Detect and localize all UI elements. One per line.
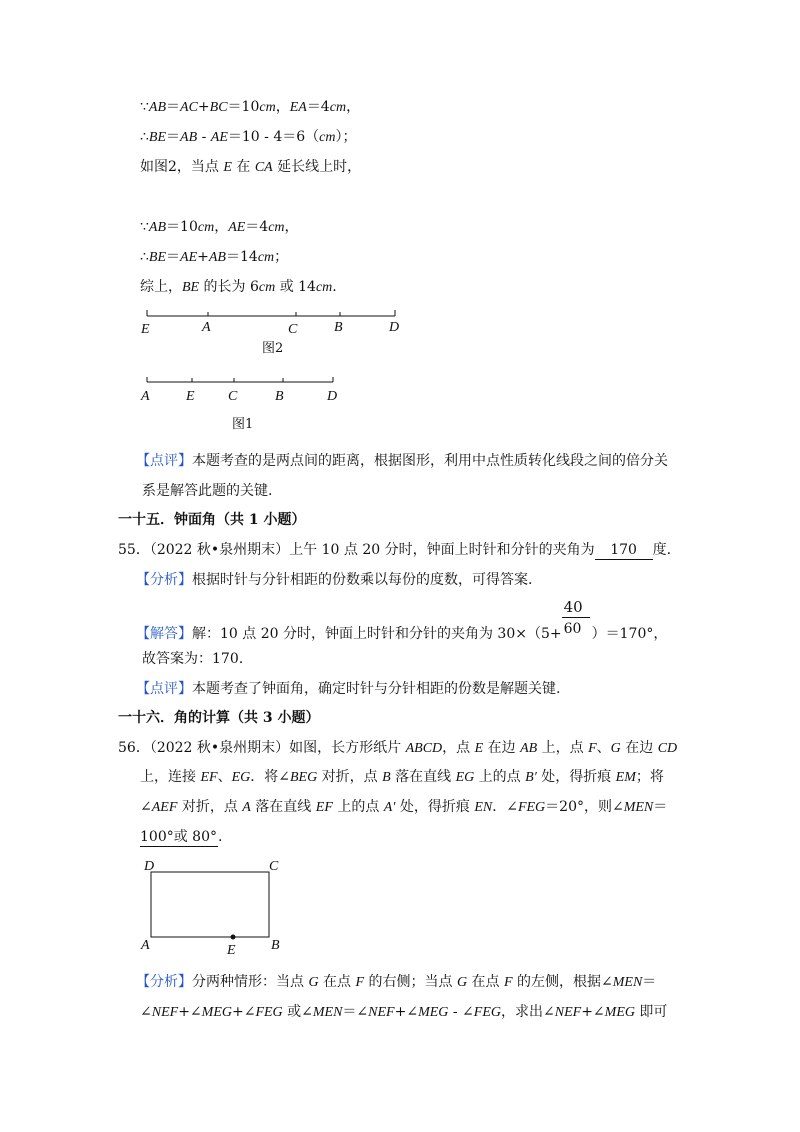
unit-cm: cm	[319, 130, 336, 145]
q56-answer-line	[140, 828, 222, 847]
text: +∠	[581, 1004, 605, 1020]
segment-ab: AB	[180, 130, 198, 145]
point-g: G	[610, 741, 621, 756]
text: 上，点	[537, 740, 589, 756]
point-f: F	[588, 741, 597, 756]
label-a: A	[141, 389, 150, 404]
period: .	[218, 829, 223, 845]
unit-cm: cm	[259, 100, 276, 115]
fraction-40-60	[562, 598, 592, 638]
q56-analysis-line-1	[136, 973, 656, 992]
angle-nef: NEF	[554, 1005, 582, 1020]
label-d: D	[389, 320, 400, 335]
proof-conclusion	[140, 278, 337, 297]
text: 的右侧；当点	[364, 974, 457, 990]
comment-tag: 【点评】	[136, 453, 192, 469]
rectangle-figure	[136, 852, 296, 962]
angle-beg: BEG	[289, 770, 318, 785]
solution-text: 解：10 点 20 分时，钟面上时针和分针的夹角为 30×（5+	[192, 626, 562, 642]
equals-sign: ＝	[166, 129, 181, 145]
point-b: B	[382, 770, 391, 785]
unit-cm: cm	[197, 220, 215, 235]
side-cd: CD	[657, 741, 678, 756]
equals-sign: ＝	[166, 249, 181, 265]
angle-meg: MEG	[418, 1005, 449, 1020]
text: 上的点	[474, 769, 526, 785]
label-c: C	[288, 322, 298, 337]
comma: ，	[346, 99, 361, 115]
section-15-title: 一十五．钟面角（共 1 小题）	[118, 512, 306, 528]
text: 如图2，当点	[140, 159, 224, 175]
text: 即可	[634, 1004, 668, 1020]
label-d: D	[144, 859, 155, 874]
angle-meg: MEG	[201, 1005, 232, 1020]
therefore-symbol: ∴	[140, 129, 149, 145]
equals-sign: ＝	[166, 99, 181, 115]
rectangle-abcd	[151, 872, 269, 937]
semicolon: ；	[274, 249, 289, 265]
crease-em: EM	[615, 770, 636, 785]
text: ．将∠	[250, 769, 290, 785]
point-b-prime: B′	[525, 770, 537, 785]
value-10: ＝10	[227, 99, 260, 115]
solution-tag: 【解答】	[136, 626, 192, 642]
text: 落在直线	[390, 769, 456, 785]
line-eg: EG	[455, 770, 475, 785]
label-c: C	[228, 389, 238, 404]
unit-cm: cm	[268, 220, 285, 235]
point-g: G	[456, 975, 468, 990]
text: 延长线上时，	[272, 159, 362, 175]
segment-ac: AC	[180, 100, 198, 115]
q56-line-3	[140, 798, 667, 817]
comment-1-line-1	[136, 452, 668, 470]
text: 对折，点	[317, 769, 383, 785]
point-e: E	[474, 741, 484, 756]
segment-bc: BC	[209, 100, 228, 115]
point-e-dot	[231, 935, 236, 940]
angle-feg: FEG	[473, 1005, 501, 1020]
q55-stem-text: 55．（2022 秋•泉州期末）上午 10 点 20 分时，钟面上时针和分针的夹角为	[118, 542, 595, 558]
fraction-denominator: 60	[563, 621, 582, 637]
closing: ）；	[335, 129, 357, 145]
q56-line-2	[140, 768, 664, 787]
comment-text: 本题考查的是两点间的距离，根据图形，利用中点性质转化线段之间的倍分关	[192, 453, 668, 469]
q56-answer-blank: 100°或 80°	[140, 829, 217, 845]
angle-nef: NEF	[368, 1005, 395, 1020]
segment-be: BE	[148, 250, 167, 265]
fraction-bar	[562, 617, 590, 618]
label-b: B	[271, 938, 280, 953]
text: ＝	[642, 974, 657, 990]
label-a: A	[141, 938, 150, 953]
segment-be: BE	[148, 130, 167, 145]
side-ab: AB	[520, 741, 538, 756]
text: 对折，点	[177, 799, 243, 815]
text: ，求出∠	[501, 1004, 555, 1020]
point-a: A	[242, 800, 251, 815]
text: 的左侧，根据∠	[512, 974, 613, 990]
text: +∠	[231, 1004, 256, 1020]
proof-line-5	[140, 248, 288, 267]
segment-be: BE	[182, 280, 200, 295]
q56-line-1	[118, 739, 677, 758]
comma: ，	[275, 99, 290, 115]
value-4: ＝4	[306, 99, 330, 115]
proof-line-2	[140, 128, 356, 147]
analysis-text: 根据时针与分针相距的份数乘以每份的度数，可得答案.	[192, 572, 533, 588]
angle-men: MEN	[623, 800, 654, 815]
crease-en: EN	[474, 800, 493, 815]
text: ，点	[442, 740, 475, 756]
comment-text: 本题考查了钟面角，确定时针与分针相距的份数是解题关键.	[192, 681, 561, 697]
unit-cm: cm	[258, 280, 276, 295]
text: 、	[596, 740, 611, 756]
q55-solution	[136, 598, 668, 643]
figure-1-caption: 图1	[232, 417, 254, 432]
angle-feg: FEG	[255, 1005, 283, 1020]
point-a-prime: A′	[383, 800, 396, 815]
angle-meg: MEG	[604, 1005, 635, 1020]
text: 处，得折痕	[395, 799, 475, 815]
segment-ea: EA	[289, 100, 307, 115]
unit-cm: cm	[257, 250, 275, 265]
minus-sign: -	[197, 129, 211, 145]
section-16-title: 一十六．角的计算（共 3 小题）	[118, 710, 320, 726]
label-e: E	[141, 322, 150, 337]
plus-sign: +	[197, 249, 209, 265]
text: +∠	[394, 1004, 419, 1020]
q55-answer-line: 故答案为：170.	[142, 651, 244, 667]
text: 在点	[467, 974, 504, 990]
value-4: ＝4	[245, 219, 269, 235]
angle-men: MEN	[312, 1005, 343, 1020]
text: 在边	[620, 740, 658, 756]
text: 或∠	[282, 1004, 313, 1020]
analysis-tag: 【分析】	[136, 572, 192, 588]
label-a: A	[202, 320, 211, 335]
label-c: C	[269, 859, 279, 874]
because-symbol: ∵	[140, 99, 149, 115]
text: 在点	[318, 974, 356, 990]
rect-abcd: ABCD	[405, 741, 443, 756]
plus-sign: +	[197, 99, 210, 115]
text: ∠	[140, 1004, 152, 1020]
angle-nef: NEF	[151, 1005, 179, 1020]
segment-ab: AB	[148, 220, 167, 235]
q55-analysis	[136, 571, 532, 589]
therefore-symbol: ∴	[140, 249, 149, 265]
text: 在边	[483, 740, 521, 756]
text: ＝∠	[342, 1004, 369, 1020]
label-b: B	[275, 389, 284, 404]
label-e: E	[227, 943, 236, 958]
fraction-numerator: 40	[563, 598, 583, 616]
text: 在	[231, 159, 255, 175]
comma: ，	[214, 219, 229, 235]
q55-stem	[118, 541, 671, 560]
segment-eg: EG	[231, 770, 251, 785]
text: - ∠	[448, 1004, 474, 1020]
text: 综上，	[140, 279, 182, 295]
text: ＝20°，则∠	[545, 799, 624, 815]
segment-ca: CA	[254, 160, 273, 175]
period: .	[332, 279, 337, 295]
segment-ab: AB	[148, 100, 167, 115]
text: 的长为 6	[199, 279, 259, 295]
proof-line-3	[140, 158, 361, 177]
because-symbol: ∵	[140, 219, 149, 235]
value-10: ＝10	[166, 219, 198, 235]
segment-ae: AE	[210, 130, 228, 145]
text: ；将	[635, 769, 664, 785]
q55-comment	[136, 680, 560, 698]
text: 上的点	[332, 799, 384, 815]
label-e: E	[186, 389, 195, 404]
text: 处，得折痕	[536, 769, 616, 785]
unit-cm: cm	[329, 100, 347, 115]
comma: ，	[284, 219, 299, 235]
text: +∠	[178, 1004, 202, 1020]
calculation: ＝10 - 4＝6（	[227, 129, 320, 145]
angle-men: MEN	[612, 975, 643, 990]
point-e: E	[223, 160, 232, 175]
text: 或 14	[275, 279, 316, 295]
point-f: F	[503, 975, 513, 990]
segment-ae: AE	[180, 250, 198, 265]
comment-tag: 【点评】	[136, 681, 192, 697]
q56-analysis-line-2	[140, 1003, 667, 1022]
text: 落在直线	[250, 799, 316, 815]
segment-ef: EF	[200, 770, 218, 785]
segment-ae: AE	[228, 220, 246, 235]
line-ef: EF	[315, 800, 333, 815]
label-b: B	[334, 320, 343, 335]
text: ．∠	[492, 799, 518, 815]
solution-result: ）＝170°，	[591, 626, 668, 642]
q55-answer-blank: 170	[595, 541, 653, 560]
q55-unit: 度.	[652, 542, 672, 558]
text: ＝	[653, 799, 668, 815]
text: 、	[217, 769, 232, 785]
analysis-tag: 【分析】	[136, 974, 192, 990]
text: 上，连接	[140, 769, 201, 785]
text: 56．（2022 秋•泉州期末）如图，长方形纸片	[118, 740, 406, 756]
angle-feg: FEG	[517, 800, 546, 815]
figure-1-number-line	[130, 372, 350, 412]
angle-aef: AEF	[151, 800, 178, 815]
proof-line-4	[140, 218, 299, 237]
segment-ab: AB	[208, 250, 226, 265]
label-d: D	[327, 389, 338, 404]
point-g: G	[308, 975, 319, 990]
figure-2-caption: 图2	[262, 341, 284, 356]
proof-line-1	[140, 98, 360, 117]
text: 分两种情形：当点	[192, 974, 309, 990]
comment-1-line-2: 系是解答此题的关键.	[142, 483, 273, 499]
text: ∠	[140, 799, 152, 815]
value-14: ＝14	[225, 249, 258, 265]
unit-cm: cm	[315, 280, 333, 295]
point-f: F	[355, 975, 365, 990]
